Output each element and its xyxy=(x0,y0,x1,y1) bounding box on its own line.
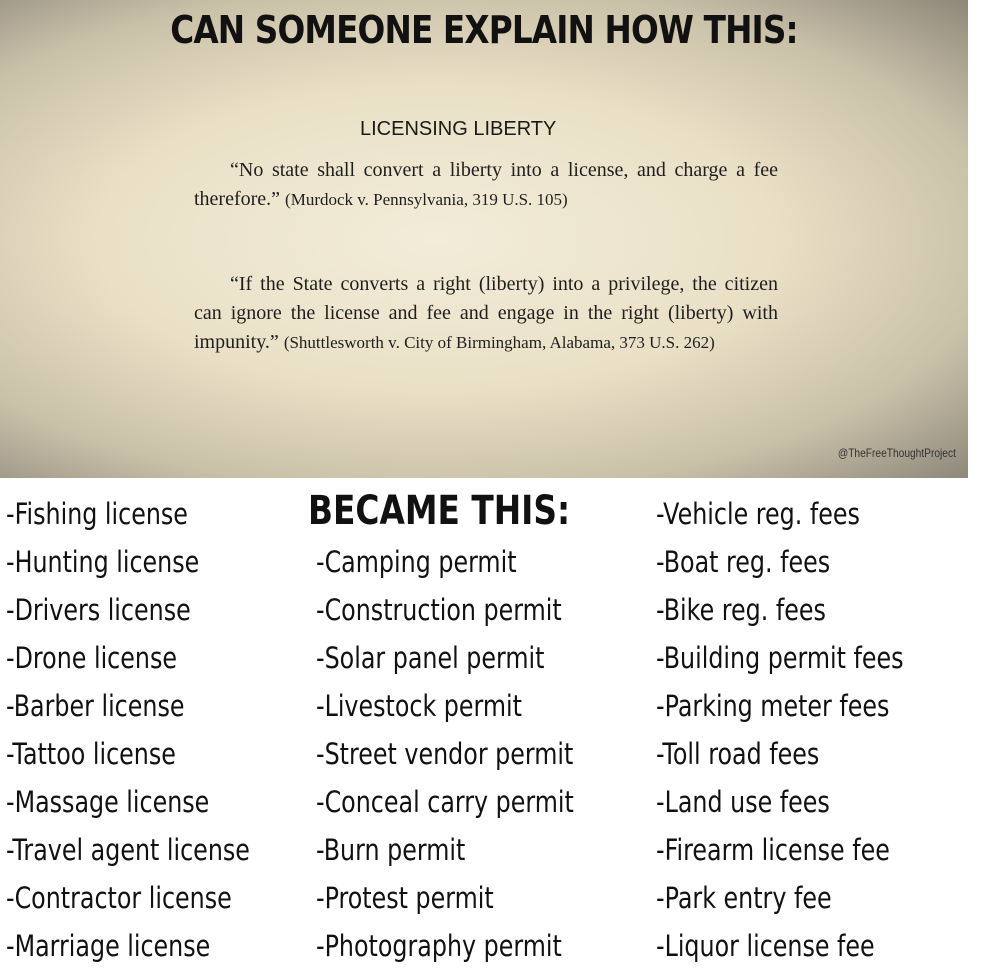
fee-list xyxy=(656,490,958,970)
list-item: -Travel agent license xyxy=(6,833,250,867)
list-item: -Parking meter fees xyxy=(656,689,890,723)
list-item: -Livestock permit xyxy=(316,689,522,723)
list-item: -Burn permit xyxy=(316,833,466,867)
list-item: -Building permit fees xyxy=(656,641,904,675)
list-item: -Camping permit xyxy=(316,545,517,579)
quote-citation: (Murdock v. Pennsylvania, 319 U.S. 105) xyxy=(285,190,568,209)
permit-list xyxy=(316,538,630,970)
list-item: -Liquor license fee xyxy=(656,929,875,963)
list-item: -Hunting license xyxy=(6,545,200,579)
list-item: -Conceal carry permit xyxy=(316,785,574,819)
list-item: -Construction permit xyxy=(316,593,562,627)
list-item: -Protest permit xyxy=(316,881,494,915)
list-item: -Solar panel permit xyxy=(316,641,545,675)
list-item: -Street vendor permit xyxy=(316,737,574,771)
list-item: -Barber license xyxy=(6,689,185,723)
list-item: -Land use fees xyxy=(656,785,830,819)
quote-citation: (Shuttlesworth v. City of Birmingham, Alabama, 373 U.S. 262) xyxy=(283,333,715,352)
list-item: -Massage license xyxy=(6,785,210,819)
list-item: -Contractor license xyxy=(6,881,232,915)
list-item: -Boat reg. fees xyxy=(656,545,831,579)
list-item: -Tattoo license xyxy=(6,737,176,771)
quote-text: “If the State converts a right (liberty) into a privilege, the citizen can ignore the license and fee and engage in the right (liberty) with impunity.” xyxy=(194,273,778,353)
quote-text: “No state shall convert a liberty into a license, and charge a fee therefore.” xyxy=(194,159,778,210)
book-photo xyxy=(0,0,968,478)
list-item: -Fishing license xyxy=(6,497,188,531)
quote-murdock xyxy=(194,156,778,214)
list-item: -Drivers license xyxy=(6,593,191,627)
list-item: -Drone license xyxy=(6,641,177,675)
headline: CAN SOMEONE EXPLAIN HOW THIS: xyxy=(170,8,798,52)
book-section-title: LICENSING LIBERTY xyxy=(360,118,557,140)
list-item: -Toll road fees xyxy=(656,737,820,771)
list-item: -Bike reg. fees xyxy=(656,593,826,627)
quote-shuttlesworth xyxy=(194,270,778,357)
watermark-credit: @TheFreeThoughtProject xyxy=(837,446,956,460)
list-item: -Marriage license xyxy=(6,929,211,963)
list-item: -Photography permit xyxy=(316,929,562,963)
list-item: -Park entry fee xyxy=(656,881,832,915)
list-item: -Vehicle reg. fees xyxy=(656,497,860,531)
license-list xyxy=(6,490,303,970)
became-heading: BECAME THIS: xyxy=(308,488,571,534)
list-item: -Firearm license fee xyxy=(656,833,890,867)
